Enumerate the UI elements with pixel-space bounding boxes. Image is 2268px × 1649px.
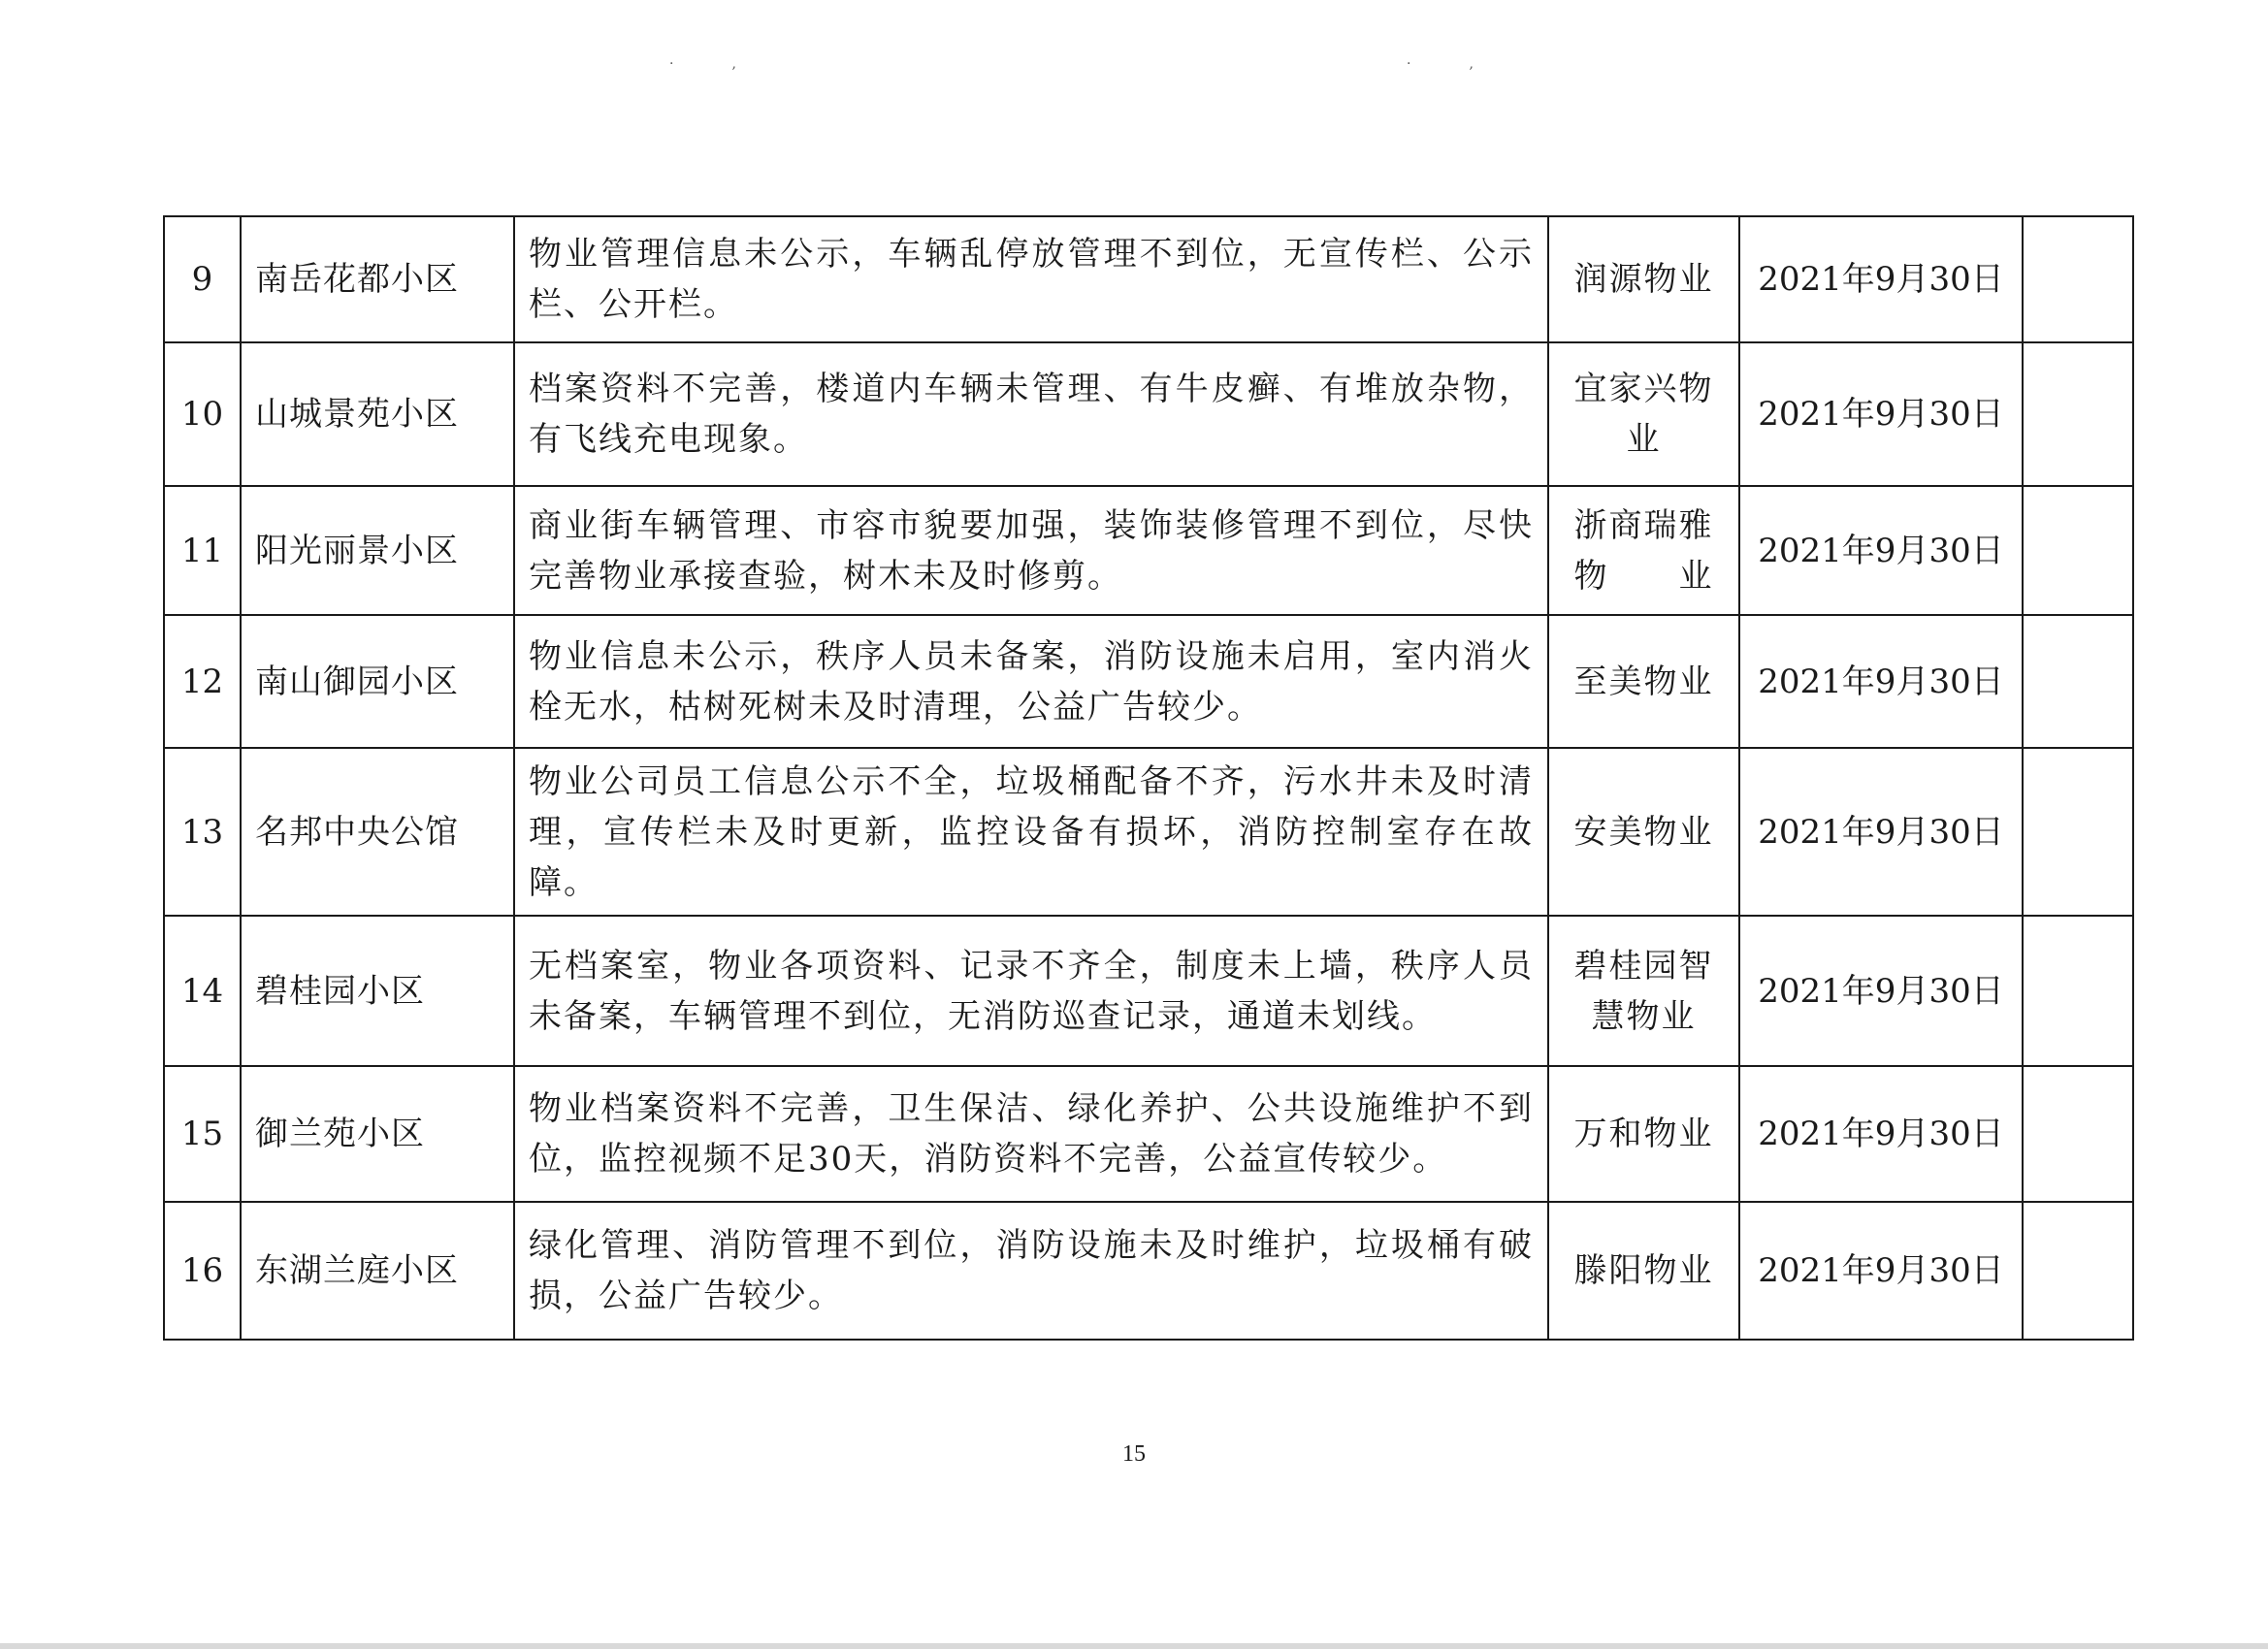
rectification-deadline: 2021年9月30日 — [1739, 216, 2023, 342]
table-row — [164, 1202, 2133, 1340]
remarks-cell — [2023, 486, 2133, 615]
remarks-cell — [2023, 1066, 2133, 1202]
property-company: 宜家兴物 业 — [1548, 342, 1739, 486]
issue-description: 物业信息未公示，秩序人员未备案，消防设施未启用，室内消火栓无水，枯树死树未及时清理，公益广告较少。 — [514, 615, 1548, 748]
issue-description: 物业管理信息未公示，车辆乱停放管理不到位，无宣传栏、公示栏、公开栏。 — [514, 216, 1548, 342]
issue-description: 物业公司员工信息公示不全，垃圾桶配备不齐，污水井未及时清理，宣传栏未及时更新，监控设备有损坏，消防控制室存在故障。 — [514, 748, 1548, 916]
property-company: 安美物业 — [1548, 748, 1739, 916]
issue-description: 绿化管理、消防管理不到位，消防设施未及时维护，垃圾桶有破损，公益广告较少。 — [514, 1202, 1548, 1340]
rectification-deadline: 2021年9月30日 — [1739, 1066, 2023, 1202]
row-number: 13 — [164, 748, 241, 916]
table-row — [164, 916, 2133, 1066]
remarks-cell — [2023, 615, 2133, 748]
remarks-cell — [2023, 916, 2133, 1066]
rectification-table — [163, 215, 2134, 1341]
scan-marks-right: ·, — [1407, 56, 1532, 72]
table-row — [164, 615, 2133, 748]
property-company: 润源物业 — [1548, 216, 1739, 342]
community-name: 山城景苑小区 — [241, 342, 514, 486]
rectification-deadline: 2021年9月30日 — [1739, 342, 2023, 486]
table-row — [164, 342, 2133, 486]
remarks-cell — [2023, 1202, 2133, 1340]
community-name: 南山御园小区 — [241, 615, 514, 748]
row-number: 14 — [164, 916, 241, 1066]
table-row — [164, 748, 2133, 916]
scan-marks-left: ·, — [669, 56, 794, 72]
table-row — [164, 1066, 2133, 1202]
rectification-deadline: 2021年9月30日 — [1739, 748, 2023, 916]
community-name: 御兰苑小区 — [241, 1066, 514, 1202]
rectification-deadline: 2021年9月30日 — [1739, 615, 2023, 748]
scan-edge — [0, 1643, 2268, 1649]
rectification-deadline: 2021年9月30日 — [1739, 1202, 2023, 1340]
community-name: 名邦中央公馆 — [241, 748, 514, 916]
row-number: 15 — [164, 1066, 241, 1202]
table-row — [164, 486, 2133, 615]
table-body — [164, 216, 2133, 1340]
remarks-cell — [2023, 342, 2133, 486]
issue-description: 商业街车辆管理、市容市貌要加强，装饰装修管理不到位，尽快完善物业承接查验，树木未及时修剪。 — [514, 486, 1548, 615]
property-company: 滕阳物业 — [1548, 1202, 1739, 1340]
row-number: 12 — [164, 615, 241, 748]
community-name: 南岳花都小区 — [241, 216, 514, 342]
property-company: 碧桂园智慧物业 — [1548, 916, 1739, 1066]
remarks-cell — [2023, 216, 2133, 342]
table-row — [164, 216, 2133, 342]
community-name: 东湖兰庭小区 — [241, 1202, 514, 1340]
row-number: 9 — [164, 216, 241, 342]
issue-description: 档案资料不完善，楼道内车辆未管理、有牛皮癣、有堆放杂物，有飞线充电现象。 — [514, 342, 1548, 486]
row-number: 10 — [164, 342, 241, 486]
row-number: 16 — [164, 1202, 241, 1340]
property-company: 万和物业 — [1548, 1066, 1739, 1202]
remarks-cell — [2023, 748, 2133, 916]
rectification-deadline: 2021年9月30日 — [1739, 916, 2023, 1066]
issue-description: 物业档案资料不完善，卫生保洁、绿化养护、公共设施维护不到位，监控视频不足30天，消防资料不完善，公益宣传较少。 — [514, 1066, 1548, 1202]
row-number: 11 — [164, 486, 241, 615]
property-company: 浙商瑞雅物 业 — [1548, 486, 1739, 615]
issue-description: 无档案室，物业各项资料、记录不齐全，制度未上墙，秩序人员未备案，车辆管理不到位，无消防巡查记录，通道未划线。 — [514, 916, 1548, 1066]
rectification-deadline: 2021年9月30日 — [1739, 486, 2023, 615]
community-name: 阳光丽景小区 — [241, 486, 514, 615]
property-company: 至美物业 — [1548, 615, 1739, 748]
page-number: 15 — [1122, 1441, 1146, 1467]
community-name: 碧桂园小区 — [241, 916, 514, 1066]
